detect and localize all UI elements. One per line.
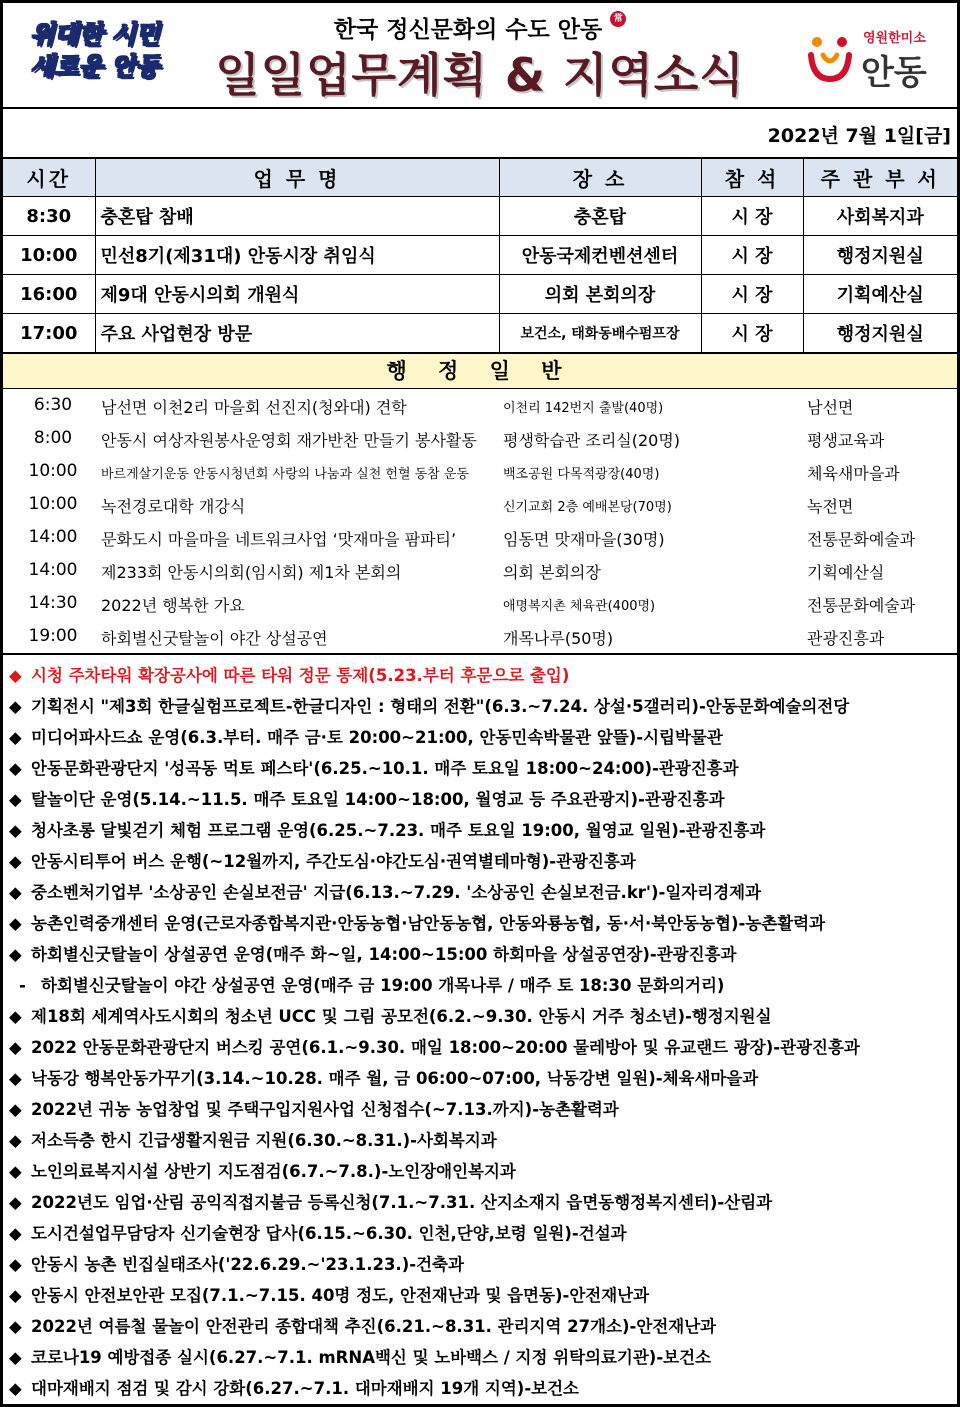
admin-dept: 남선면 <box>807 398 854 417</box>
notice-text: 탈놀이단 운영(5.14.~11.5. 매주 토요일 14:00~18:00, 월영교 등 주요관광지)-관광진흥과 <box>31 790 725 809</box>
notice-item <box>3 660 957 691</box>
time-cell: 17:00 <box>3 314 95 353</box>
admin-place: 평생학습관 조리실(20명) <box>503 431 681 450</box>
notice-item <box>3 1218 957 1249</box>
notice-text: 농촌인력중개센터 운영(근로자종합복지관·안동농협·남안동농협, 안동와룡농협, 동·서·북안동농협)-농촌활력과 <box>31 914 826 933</box>
notice-item <box>3 939 957 970</box>
col-header-time: 시간 <box>3 159 95 197</box>
notice-text: 시청 주차타워 확장공사에 따른 타워 정문 통제(5.23.부터 후문으로 출입) <box>31 666 570 685</box>
admin-dept: 전통문화예술과 <box>807 530 916 549</box>
diamond-bullet-icon: ◆ <box>9 1131 22 1150</box>
col-header-dept: 주 관 부 서 <box>803 159 957 197</box>
notice-item <box>3 1001 957 1032</box>
notice-text: 2022년 여름철 물놀이 안전관리 종합대책 추진(6.21.~8.31. 관리지역 27개소)-안전재난과 <box>31 1317 717 1336</box>
admin-time: 8:00 <box>33 428 73 448</box>
admin-place: 신기교회 2층 예배본당(70명) <box>503 500 672 515</box>
page-title: 일일업무계획 & 지역소식 <box>215 48 745 102</box>
logo-tagline: 영원한미소 <box>863 31 926 46</box>
admin-task: 제233회 안동시의회(임시회) 제1차 본회의 <box>101 563 402 582</box>
diamond-bullet-icon: ◆ <box>9 1100 22 1119</box>
notice-text: 제18회 세계역사도시회의 청소년 UCC 및 그림 공모전(6.2.~9.30. 안동시 거주 청소년)-행정지원실 <box>31 1007 772 1026</box>
diamond-bullet-icon: ◆ <box>9 1379 22 1398</box>
notice-text: 하회별신굿탈놀이 야간 상설공연 운영(매주 금 19:00 개목나루 / 매주 토 18:30 문화의거리) <box>41 976 725 995</box>
notice-item <box>3 1373 957 1404</box>
diamond-bullet-icon: ◆ <box>9 666 22 685</box>
admin-time: 14:30 <box>28 593 78 613</box>
diamond-bullet-icon: ◆ <box>9 1348 22 1367</box>
notice-text: 2022년도 임업·산림 공익직접지불금 등록신청(7.1.~7.31. 산지소재지 읍면동행정복지센터)-산림과 <box>31 1193 773 1212</box>
attend-cell: 시 장 <box>701 236 803 275</box>
admin-task: 문화도시 마을마을 네트워크사업 ‘맛재마을 팜파티’ <box>101 530 457 549</box>
notice-item <box>3 691 957 722</box>
notice-item <box>3 753 957 784</box>
col-header-attend: 참 석 <box>701 159 803 197</box>
task-cell: 민선8기(제31대) 안동시장 취임식 <box>95 236 499 275</box>
attend-cell: 시 장 <box>701 314 803 353</box>
diamond-bullet-icon: ◆ <box>9 728 22 747</box>
admin-dept: 녹전면 <box>807 497 854 516</box>
time-cell: 10:00 <box>3 236 95 275</box>
notice-item <box>3 908 957 939</box>
notice-item <box>3 722 957 753</box>
list-item <box>3 587 957 620</box>
diamond-bullet-icon: ◆ <box>9 759 22 778</box>
place-cell: 충혼탑 <box>499 197 701 236</box>
list-item <box>3 455 957 488</box>
dept-cell: 행정지원실 <box>803 236 957 275</box>
admin-section-title: 행 정 일 반 <box>3 353 957 389</box>
schedule-header-row <box>3 159 957 197</box>
notice-text: 안동시 안전보안관 모집(7.1.~7.15. 40명 정도, 안전재난과 및 읍면동)-안전재난과 <box>31 1286 650 1305</box>
notice-text: 낙동강 행복안동가꾸기(3.14.~10.28. 매주 월, 금 06:00~07:00, 낙동강변 일원)-체육새마을과 <box>31 1069 759 1088</box>
notice-item <box>3 1063 957 1094</box>
table-row <box>3 275 957 314</box>
diamond-bullet-icon: ◆ <box>9 821 22 840</box>
notice-item <box>3 970 957 1001</box>
notice-text: 코로나19 예방접종 실시(6.27.~7.1. mRNA백신 및 노바백스 / 지정 위탁의료기관)-보건소 <box>31 1348 712 1367</box>
dept-cell: 행정지원실 <box>803 314 957 353</box>
admin-task: 바르게살기운동 안동시청년회 사랑의 나눔과 실천 헌혈 동참 운동 <box>101 467 469 482</box>
notice-text: 안동시 농촌 빈집실태조사('22.6.29.~'23.1.23.)-건축과 <box>31 1255 464 1274</box>
notice-item <box>3 1249 957 1280</box>
list-item <box>3 554 957 587</box>
list-item <box>3 389 957 422</box>
slogan-line-2: 새로운 안동 <box>30 52 160 81</box>
notice-item <box>3 1156 957 1187</box>
list-item <box>3 488 957 521</box>
admin-task: 남선면 이천2리 마을회 선진지(청와대) 견학 <box>101 398 407 417</box>
task-cell: 제9대 안동시의회 개원식 <box>95 275 499 314</box>
diamond-bullet-icon: ◆ <box>9 1224 22 1243</box>
admin-task: 안동시 여상자원봉사운영회 재가반찬 만들기 봉사활동 <box>101 431 477 450</box>
slogan-line-1: 위대한 시민 <box>30 20 160 49</box>
subtitle-text: 한국 정신문화의 수도 안동 <box>333 17 603 43</box>
diamond-bullet-icon: ◆ <box>9 852 22 871</box>
dept-cell: 사회복지과 <box>803 197 957 236</box>
admin-place: 백조공원 다목적광장(40명) <box>503 467 660 482</box>
admin-place: 개목나루(50명) <box>503 629 614 648</box>
notice-item <box>3 877 957 908</box>
notice-item <box>3 1125 957 1156</box>
schedule-table <box>3 159 957 353</box>
list-item <box>3 422 957 455</box>
table-row <box>3 197 957 236</box>
diamond-bullet-icon: ◆ <box>9 1162 22 1181</box>
diamond-bullet-icon: ◆ <box>9 883 22 902</box>
smile-logo-icon <box>807 33 853 83</box>
admin-place: 애명복지촌 체육관(400명) <box>503 599 656 614</box>
seal-icon: 常 <box>610 11 626 27</box>
header <box>3 3 957 109</box>
table-row <box>3 236 957 275</box>
notice-item <box>3 1187 957 1218</box>
admin-task: 하회별신굿탈놀이 야간 상설공연 <box>101 629 328 648</box>
diamond-bullet-icon: ◆ <box>9 1007 22 1026</box>
place-cell: 안동국제컨벤션센터 <box>499 236 701 275</box>
diamond-bullet-icon: ◆ <box>9 1038 22 1057</box>
notice-text: 중소벤처기업부 '소상공인 손실보전금' 지급(6.13.~7.29. '소상공인 손실보전금.kr')-일자리경제과 <box>31 883 762 902</box>
notice-text: 안동문화관광단지 '성곡동 먹토 페스타'(6.25.~10.1. 매주 토요일 18:00~24:00)-관광진흥과 <box>31 759 739 778</box>
diamond-bullet-icon: ◆ <box>9 1193 22 1212</box>
attend-cell: 시 장 <box>701 197 803 236</box>
notice-text: 미디어파사드쇼 운영(6.3.부터. 매주 금·토 20:00~21:00, 안동민속박물관 앞뜰)-시립박물관 <box>31 728 723 747</box>
notice-item <box>3 815 957 846</box>
admin-time: 6:30 <box>33 395 73 415</box>
admin-dept: 관광진흥과 <box>807 629 885 648</box>
list-item <box>3 620 957 653</box>
admin-dept: 기획예산실 <box>807 563 885 582</box>
admin-dept: 체육새마을과 <box>807 464 900 483</box>
table-row <box>3 314 957 353</box>
col-header-task: 업 무 명 <box>95 159 499 197</box>
admin-time: 10:00 <box>28 461 78 481</box>
admin-task: 녹전경로대학 개강식 <box>101 497 246 516</box>
admin-list <box>3 389 957 655</box>
dept-cell: 기획예산실 <box>803 275 957 314</box>
admin-place: 의회 본회의장 <box>503 563 601 582</box>
dash-bullet-icon: - <box>19 976 26 995</box>
admin-time: 14:00 <box>28 560 78 580</box>
diamond-bullet-icon: ◆ <box>9 697 22 716</box>
diamond-bullet-icon: ◆ <box>9 1317 22 1336</box>
logo-name: 안동 <box>861 53 927 93</box>
andong-logo <box>807 27 937 93</box>
notice-item <box>3 1311 957 1342</box>
notice-text: 안동시티투어 버스 운행(~12월까지, 주간도심·야간도심·권역별테마형)-관광진흥과 <box>31 852 636 871</box>
notice-text: 2022년 귀농 농업창업 및 주택구입지원사업 신청접수(~7.13.까지)-농촌활력과 <box>31 1100 619 1119</box>
task-cell: 주요 사업현장 방문 <box>95 314 499 353</box>
notice-text: 노인의료복지시설 상반기 지도점검(6.7.~7.8.)-노인장애인복지과 <box>31 1162 516 1181</box>
admin-place: 이천리 142번지 출발(40명) <box>503 401 664 416</box>
date: 2022년 7월 1일[금] <box>767 125 951 147</box>
admin-dept: 전통문화예술과 <box>807 596 916 615</box>
task-cell: 충혼탑 참배 <box>95 197 499 236</box>
diamond-bullet-icon: ◆ <box>9 945 22 964</box>
notice-item <box>3 1280 957 1311</box>
diamond-bullet-icon: ◆ <box>9 790 22 809</box>
notice-item <box>3 784 957 815</box>
notice-text: 2022 안동문화관광단지 버스킹 공연(6.1.~9.30. 매일 18:00~20:00 물레방아 및 유교랜드 광장)-관광진흥과 <box>31 1038 860 1057</box>
time-cell: 16:00 <box>3 275 95 314</box>
col-header-place: 장 소 <box>499 159 701 197</box>
attend-cell: 시 장 <box>701 275 803 314</box>
notice-item <box>3 1342 957 1373</box>
admin-dept: 평생교육과 <box>807 431 885 450</box>
place-cell: 보건소, 태화동배수펌프장 <box>499 314 701 353</box>
notice-text: 대마재배지 점검 및 감시 강화(6.27.~7.1. 대마재배지 19개 지역)-보건소 <box>31 1379 580 1398</box>
admin-time: 19:00 <box>28 626 78 646</box>
notice-text: 기획전시 "제3회 한글실험프로젝트-한글디자인 : 형태의 전환"(6.3.~7.24. 상설·5갤러리)-안동문화예술의전당 <box>31 697 850 716</box>
list-item <box>3 521 957 554</box>
notice-list <box>3 655 957 1404</box>
admin-time: 10:00 <box>28 494 78 514</box>
admin-time: 14:00 <box>28 527 78 547</box>
notice-item <box>3 1032 957 1063</box>
admin-place: 임동면 맛재마을(30명) <box>503 530 665 549</box>
date-row <box>3 109 957 159</box>
diamond-bullet-icon: ◆ <box>9 1069 22 1088</box>
notice-text: 도시건설업무담당자 신기술현장 답사(6.15.~6.30. 인천,단양,보령 일원)-건설과 <box>31 1224 627 1243</box>
notice-text: 청사초롱 달빛걷기 체험 프로그램 운영(6.25.~7.23. 매주 토요일 19:00, 월영교 일원)-관광진흥과 <box>31 821 766 840</box>
notice-text: 하회별신굿탈놀이 상설공연 운영(매주 화~일, 14:00~15:00 하회마을 상설공연장)-관광진흥과 <box>31 945 737 964</box>
diamond-bullet-icon: ◆ <box>9 1255 22 1274</box>
admin-task: 2022년 행복한 가요 <box>101 596 245 615</box>
notice-text: 저소득층 한시 긴급생활지원금 지원(6.30.~8.31.)-사회복지과 <box>31 1131 497 1150</box>
time-cell: 8:30 <box>3 197 95 236</box>
notice-item <box>3 1094 957 1125</box>
place-cell: 의회 본회의장 <box>499 275 701 314</box>
diamond-bullet-icon: ◆ <box>9 914 22 933</box>
notice-item <box>3 846 957 877</box>
diamond-bullet-icon: ◆ <box>9 1286 22 1305</box>
